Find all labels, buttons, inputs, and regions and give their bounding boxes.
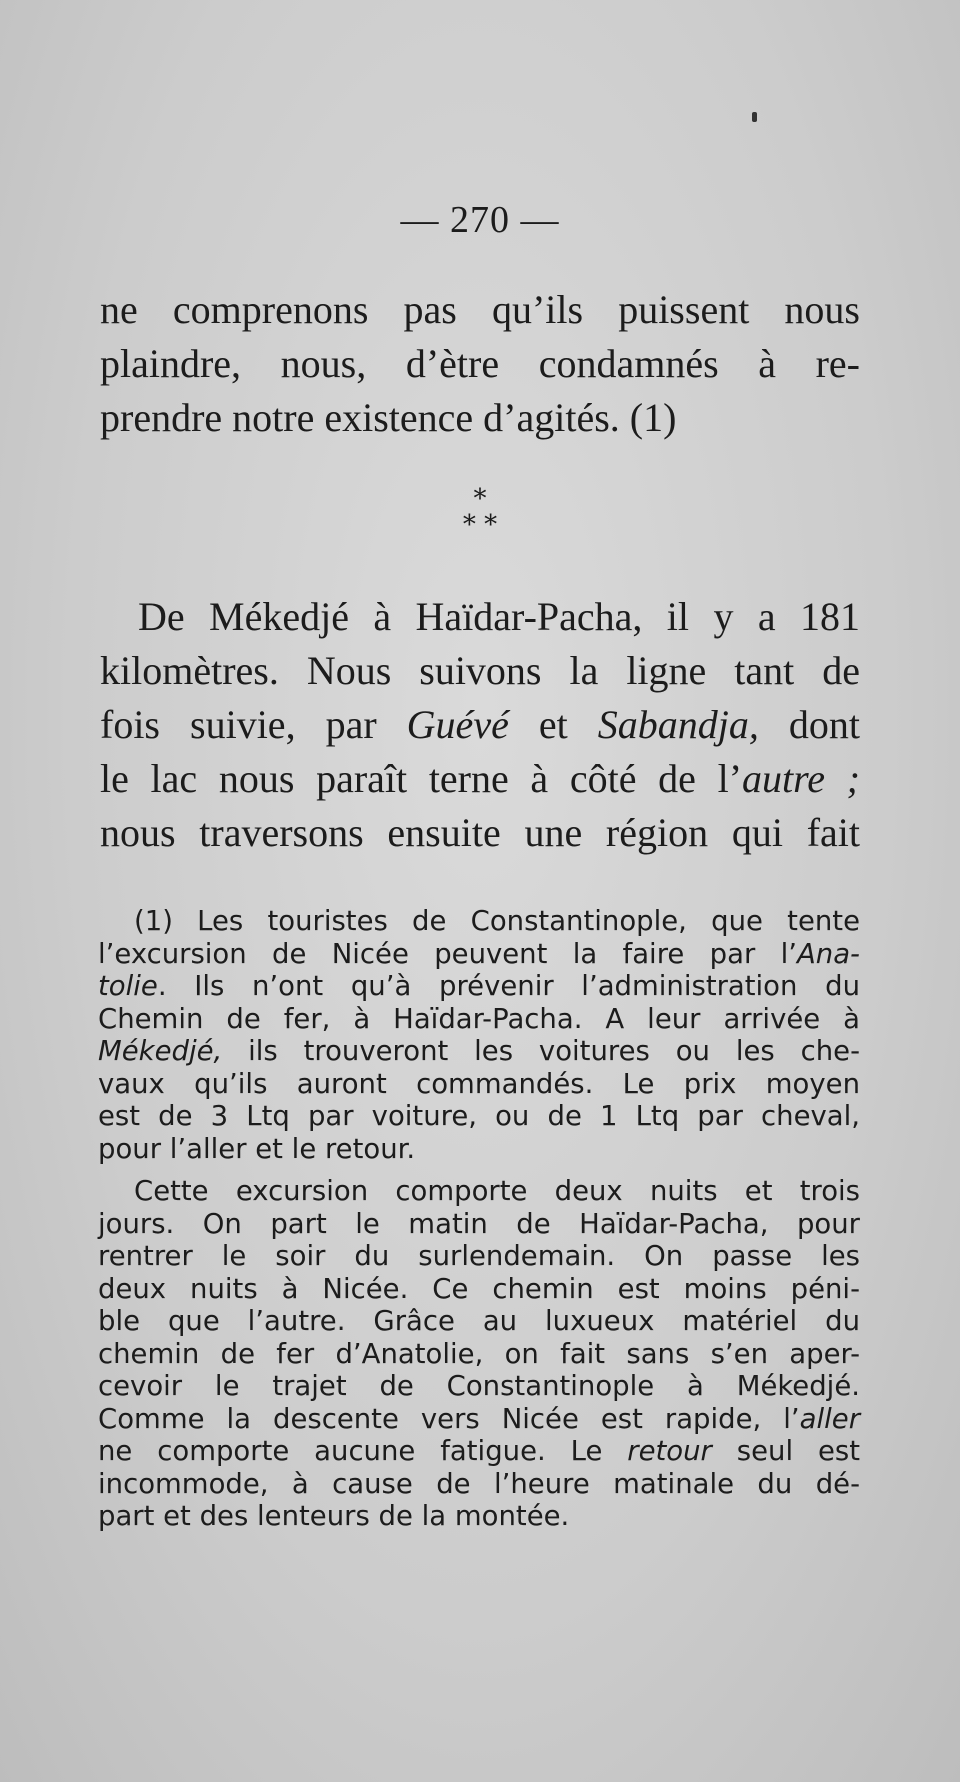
footnote-line: deux nuits à Nicée. Ce chemin est moins péni- xyxy=(98,1272,860,1305)
footnote-line: jours. On part le matin de Haïdar-Pacha, pour xyxy=(98,1207,860,1240)
footnote-line: rentrer le soir du surlendemain. On passe les xyxy=(98,1240,860,1272)
footnote-line: ne comporte aucune fatigue. Le retour seul est xyxy=(98,1435,861,1467)
text-line: De Mékedjé à Haïdar-Pacha, il y a 181 xyxy=(138,594,860,639)
footnote-line: Cette excursion comporte deux nuits et trois xyxy=(134,1175,860,1207)
text-line: le lac nous paraît terne à côté de l’autre ; xyxy=(100,756,860,801)
text-line: fois suivie, par Guévé et Sabandja, dont xyxy=(100,702,860,747)
asterism-bottom: * * xyxy=(462,510,498,540)
footnote-line: Comme la descente vers Nicée est rapide, l’aller xyxy=(98,1402,860,1435)
footnote-line: cevoir le trajet de Constantinople à Mékedjé. xyxy=(98,1370,860,1402)
text-line: nous traversons ensuite une région qui fait xyxy=(100,810,860,855)
footnote-line: ble que l’autre. Grâce au luxueux matériel du xyxy=(98,1305,860,1337)
footnote-line: est de 3 Ltq par voiture, ou de 1 Ltq par cheval, xyxy=(98,1100,860,1132)
footnote-line: incommode, à cause de l’heure matinale du dé- xyxy=(98,1467,860,1500)
text-line: ne comprenons pas qu’ils puissent nous xyxy=(100,287,860,332)
footnote-line: vaux qu’ils auront commandés. Le prix moyen xyxy=(98,1067,860,1100)
footnote-line: Chemin de fer, à Haïdar-Pacha. A leur arrivée à xyxy=(98,1002,860,1035)
footnote-line: Mékedjé, ils trouveront les voitures ou les che- xyxy=(98,1035,860,1067)
page-number: — 270 — xyxy=(400,199,560,241)
text-line: prendre notre existence d’agités. (1) xyxy=(100,395,677,440)
footnote-line: (1) Les touristes de Constantinople, que tente xyxy=(134,905,860,937)
footnote-line: pour l’aller et le retour. xyxy=(98,1132,416,1165)
ink-speck xyxy=(752,112,757,122)
paragraph-2 xyxy=(100,590,860,860)
text-line: plaindre, nous, d’ètre condamnés à re- xyxy=(100,341,860,386)
paragraph-1 xyxy=(100,283,860,445)
footnote-1 xyxy=(98,905,860,1165)
footnote-line: chemin de fer d’Anatolie, on fait sans s’en aper- xyxy=(98,1337,860,1370)
text-line: kilomètres. Nous suivons la ligne tant de xyxy=(100,648,860,693)
footnote-line: l’excursion de Nicée peuvent la faire par l’Ana- xyxy=(98,937,860,970)
footnote-line: part et des lenteurs de la montée. xyxy=(98,1500,570,1532)
asterism-top: * xyxy=(473,484,487,514)
footnote-1-continued xyxy=(98,1175,860,1533)
footnote-line: tolie. Ils n’ont qu’à prévenir l’administration du xyxy=(98,970,860,1002)
